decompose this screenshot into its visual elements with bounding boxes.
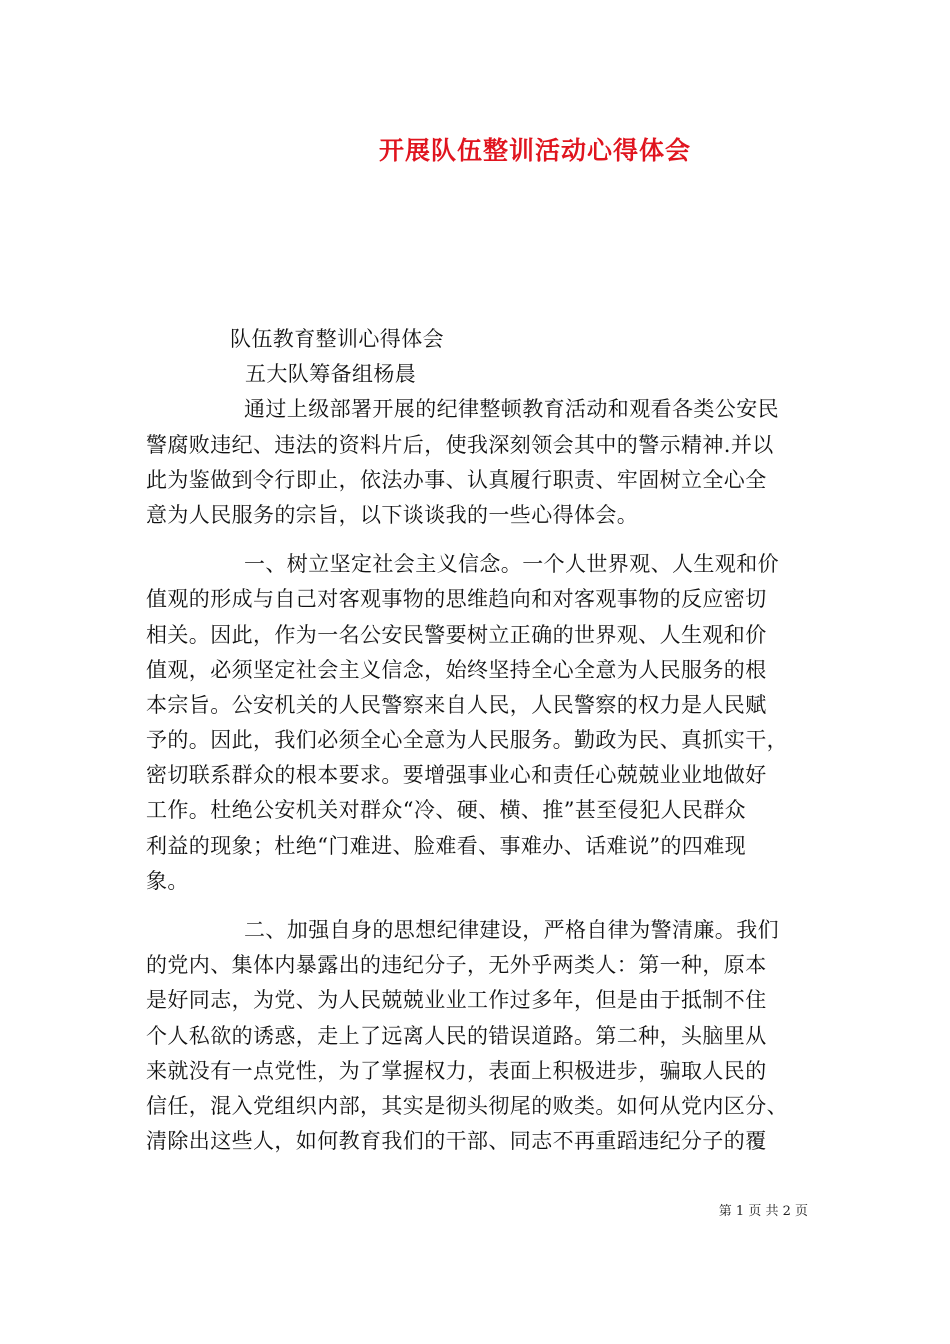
paragraph-1 (146, 392, 808, 533)
document-author: 五大队筹备组杨晨 (245, 362, 417, 387)
document-subtitle: 队伍教育整训心得体会 (230, 327, 444, 351)
paragraph-line: 值观的形成与自己对客观事物的思维趋向和对客观事物的反应密切 (146, 587, 767, 612)
paragraph-line: 二、加强自身的思想纪律建设，严格自律为警清廉。我们 (244, 918, 779, 942)
paragraph-line: 警腐败违纪、违法的资料片后，使我深刻领会其中的警示精神.并以 (146, 432, 774, 457)
paragraph-line: 此为鉴做到令行即止，依法办事、认真履行职责、牢固树立全心全 (146, 467, 767, 492)
paragraph-line: 相关。因此，作为一名公安民警要树立正确的世界观、人生观和价 (146, 622, 767, 647)
document-body (146, 322, 808, 1159)
paragraph-3 (146, 913, 808, 1159)
paragraph-line: 信任，混入党组织内部，其实是彻头彻尾的败类。如何从党内区分、 (146, 1093, 788, 1118)
paragraph-line: 来就没有一点党性，为了掌握权力，表面上积极进步，骗取人民的 (146, 1058, 767, 1083)
paragraph-line: 工作。杜绝公安机关对群众“冷、硬、横、推”甚至侵犯人民群众 (146, 798, 747, 823)
paragraph-line: 本宗旨。公安机关的人民警察来自人民，人民警察的权力是人民赋 (146, 692, 767, 717)
paragraph-line: 予的。因此，我们必须全心全意为人民服务。勤政为民、真抓实干， (146, 728, 788, 753)
paragraph-line: 通过上级部署开展的纪律整顿教育活动和观看各类公安民 (244, 397, 779, 422)
document-title: 开展队伍整训活动心得体会 (378, 136, 691, 165)
paragraph-line: 值观，必须坚定社会主义信念，始终坚持全心全意为人民服务的根 (146, 657, 767, 682)
paragraph-line: 象。 (146, 868, 189, 893)
paragraph-line: 个人私欲的诱惑，走上了远离人民的错误道路。第二种，头脑里从 (146, 1023, 767, 1048)
paragraph-line: 清除出这些人，如何教育我们的干部、同志不再重蹈违纪分子的覆 (146, 1129, 767, 1154)
paragraph-line: 密切联系群众的根本要求。要增强事业心和责任心兢兢业业地做好 (146, 763, 767, 788)
paragraph-2 (146, 547, 808, 899)
paragraph-line: 一、树立坚定社会主义信念。一个人世界观、人生观和价 (244, 552, 779, 577)
paragraph-line: 的党内、集体内暴露出的违纪分子，无外乎两类人：第一种，原本 (146, 953, 767, 978)
paragraph-line: 意为人民服务的宗旨，以下谈谈我的一些心得体会。 (146, 502, 639, 527)
paragraph-line: 利益的现象；杜绝“门难进、脸难看、事难办、话难说”的四难现 (146, 833, 747, 858)
page-number-footer: 第 1 页 共 2 页 (718, 1204, 808, 1219)
paragraph-line: 是好同志，为党、为人民兢兢业业工作过多年，但是由于抵制不住 (146, 988, 767, 1013)
